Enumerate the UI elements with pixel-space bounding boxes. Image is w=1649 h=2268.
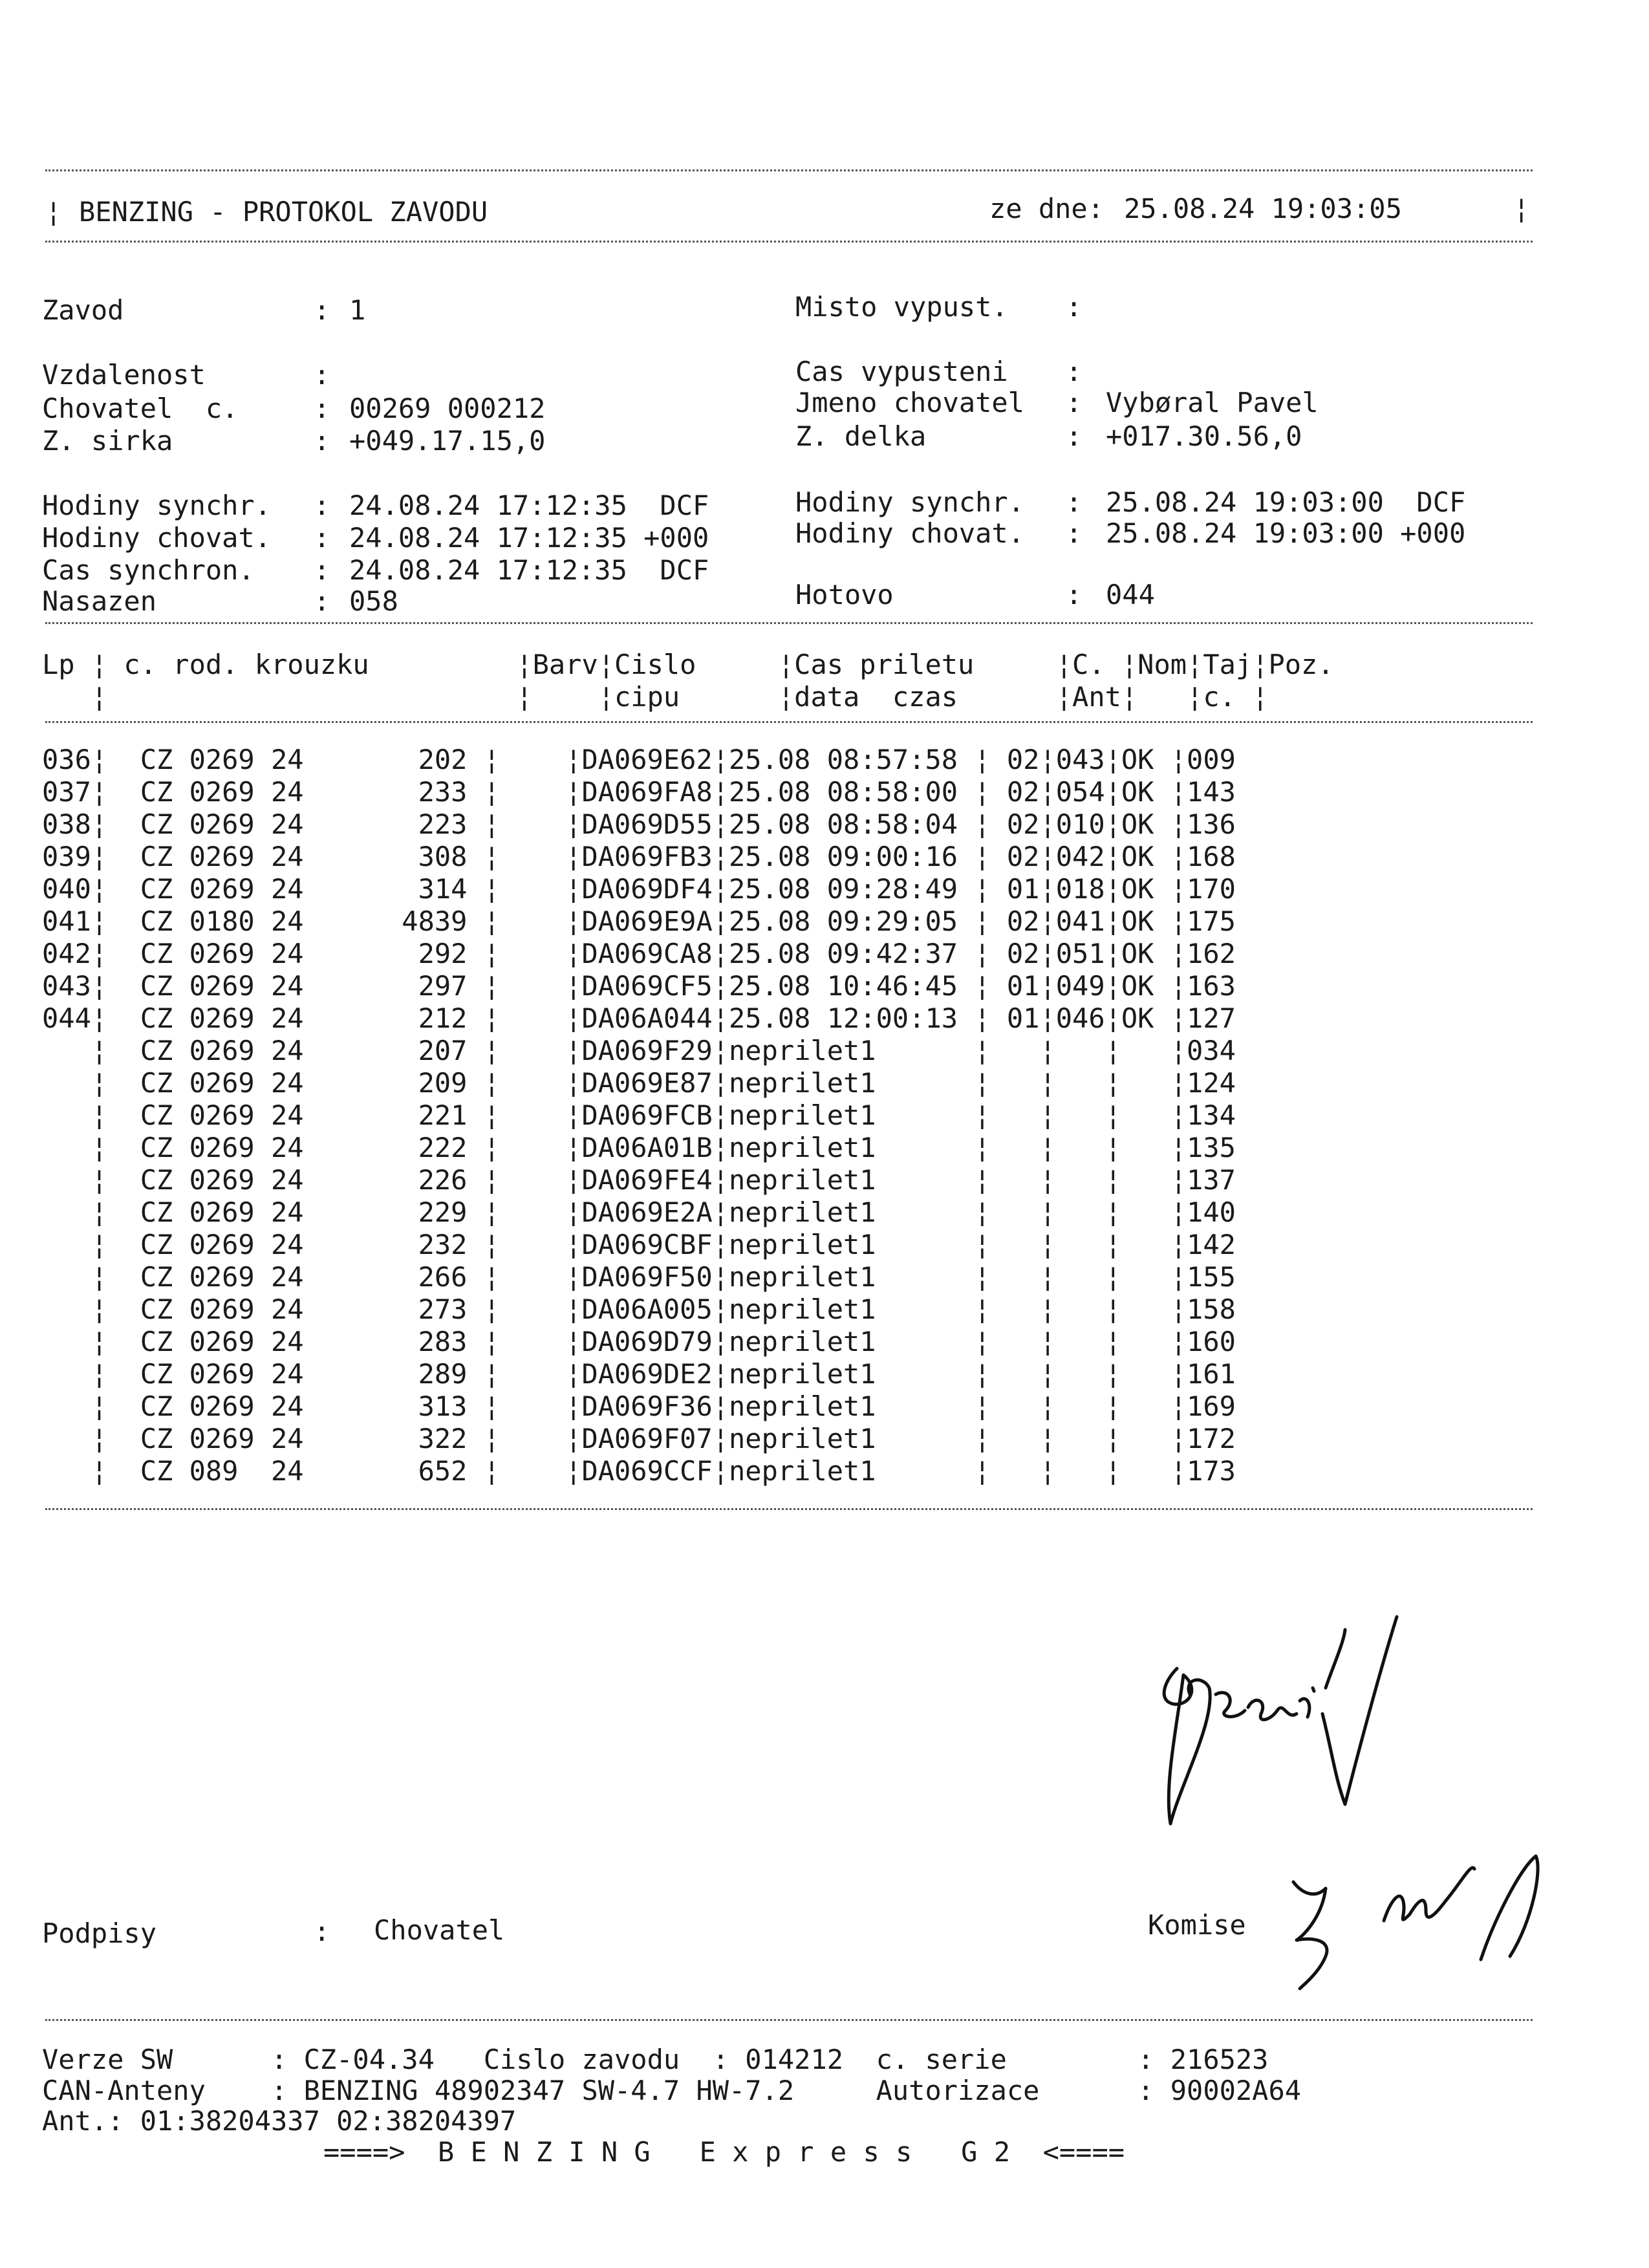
left-chovat-label: Hodiny chovat. (42, 522, 272, 554)
left-synchr-value: 24.08.24 17:12:35 DCF (349, 490, 709, 521)
right-synchr-label: Hodiny synchr. (795, 486, 1025, 518)
jmeno-label: Jmeno chovatel (795, 387, 1025, 418)
table-row: 041¦ CZ 0180 24 4839 ¦ ¦DA069E9A¦25.08 09:29:05 ¦ 02¦041¦OK ¦175 (42, 905, 1236, 937)
table-row: 040¦ CZ 0269 24 314 ¦ ¦DA069DF4¦25.08 09:28:49 ¦ 01¦018¦OK ¦170 (42, 873, 1236, 905)
vzdalenost-label: Vzdalenost (42, 359, 206, 391)
table-row: ¦ CZ 0269 24 207 ¦ ¦DA069F29¦neprilet1 ¦ ¦ ¦ ¦034 (42, 1035, 1236, 1066)
komise-label: Komise (1148, 1909, 1246, 1941)
jmeno-value: Vybøral Pavel (1106, 387, 1319, 418)
table-row: ¦ CZ 0269 24 209 ¦ ¦DA069E87¦neprilet1 ¦ ¦ ¦ ¦124 (42, 1067, 1236, 1099)
zavod-value: 1 (349, 294, 366, 326)
table-row: 037¦ CZ 0269 24 233 ¦ ¦DA069FA8¦25.08 08:58:00 ¦ 02¦054¦OK ¦143 (42, 776, 1236, 808)
hotovo-colon: : (1066, 579, 1083, 610)
separator-info (45, 622, 1533, 624)
podpisy-label: Podpisy (42, 1917, 157, 1949)
hotovo-label: Hotovo (795, 579, 894, 610)
left-synchr-label: Hodiny synchr. (42, 490, 272, 521)
nasazen-label: Nasazen (42, 585, 157, 617)
table-row: 036¦ CZ 0269 24 202 ¦ ¦DA069E62¦25.08 08:57:58 ¦ 02¦043¦OK ¦009 (42, 744, 1236, 775)
footer-line-3: Ant.: 01:38204337 02:38204397 (42, 2105, 517, 2137)
cas-sync-value: 24.08.24 17:12:35 DCF (349, 554, 709, 586)
separator-table-end (45, 1508, 1533, 1510)
podpisy-colon: : (314, 1916, 330, 1947)
left-synchr-colon: : (314, 490, 330, 521)
chovatel-signature-label: Chovatel (374, 1914, 505, 1946)
table-row: ¦ CZ 0269 24 221 ¦ ¦DA069FCB¦neprilet1 ¦ ¦ ¦ ¦134 (42, 1099, 1236, 1131)
table-row: ¦ CZ 0269 24 273 ¦ ¦DA06A005¦neprilet1 ¦ ¦ ¦ ¦158 (42, 1293, 1236, 1325)
footer-line-1: Verze SW : CZ-04.34 Cislo zavodu : 014212 c. serie : 216523 (42, 2044, 1269, 2075)
separator-header (45, 241, 1533, 243)
zavod-label: Zavod (42, 294, 124, 326)
header-bar-left: ¦ (45, 196, 62, 228)
sirka-colon: : (314, 425, 330, 457)
hotovo-value: 044 (1106, 579, 1155, 610)
sirka-label: Z. sirka (42, 425, 173, 457)
misto-colon: : (1066, 291, 1083, 323)
right-synchr-value: 25.08.24 19:03:00 DCF (1106, 486, 1466, 518)
chovatel-value: 00269 000212 (349, 393, 546, 424)
chovatel-label: Chovatel c. (42, 393, 239, 424)
table-header-row-2: ¦ ¦ ¦cipu ¦data czas ¦Ant¦ ¦c. ¦ (42, 681, 1269, 713)
table-row: 043¦ CZ 0269 24 297 ¦ ¦DA069CF5¦25.08 10:46:45 ¦ 01¦049¦OK ¦163 (42, 970, 1236, 1002)
table-row: ¦ CZ 0269 24 313 ¦ ¦DA069F36¦neprilet1 ¦ ¦ ¦ ¦169 (42, 1390, 1236, 1422)
header-bar-right: ¦ (1513, 193, 1530, 224)
date-value: 25.08.24 19:03:05 (1124, 193, 1402, 224)
signature-lower (1287, 1843, 1558, 1998)
cas-vypusteni-label: Cas vypusteni (795, 356, 1008, 387)
date-label: ze dne: (989, 193, 1105, 224)
cas-sync-label: Cas synchron. (42, 554, 255, 586)
separator-top (45, 169, 1533, 171)
vzdalenost-colon: : (314, 359, 330, 391)
table-row: 038¦ CZ 0269 24 223 ¦ ¦DA069D55¦25.08 08:58:04 ¦ 02¦010¦OK ¦136 (42, 808, 1236, 840)
table-row: ¦ CZ 089 24 652 ¦ ¦DA069CCF¦neprilet1 ¦ ¦ ¦ ¦173 (42, 1455, 1236, 1487)
cas-sync-colon: : (314, 554, 330, 586)
right-chovat-colon: : (1066, 517, 1083, 549)
right-synchr-colon: : (1066, 486, 1083, 518)
misto-label: Misto vypust. (795, 291, 1008, 323)
nasazen-value: 058 (349, 585, 398, 617)
footer-line-2: CAN-Anteny : BENZING 48902347 SW-4.7 HW-7.2 Autorizace : 90002A64 (42, 2075, 1302, 2106)
table-row: 039¦ CZ 0269 24 308 ¦ ¦DA069FB3¦25.08 09:00:16 ¦ 02¦042¦OK ¦168 (42, 841, 1236, 872)
cas-vypusteni-colon: : (1066, 356, 1083, 387)
jmeno-colon: : (1066, 387, 1083, 418)
separator-footer (45, 2019, 1533, 2021)
right-chovat-value: 25.08.24 19:03:00 +000 (1106, 517, 1466, 549)
delka-colon: : (1066, 420, 1083, 452)
table-row: ¦ CZ 0269 24 232 ¦ ¦DA069CBF¦neprilet1 ¦ ¦ ¦ ¦142 (42, 1229, 1236, 1260)
table-row: ¦ CZ 0269 24 322 ¦ ¦DA069F07¦neprilet1 ¦ ¦ ¦ ¦172 (42, 1423, 1236, 1454)
table-row: ¦ CZ 0269 24 229 ¦ ¦DA069E2A¦neprilet1 ¦ ¦ ¦ ¦140 (42, 1196, 1236, 1228)
table-row: ¦ CZ 0269 24 266 ¦ ¦DA069F50¦neprilet1 ¦ ¦ ¦ ¦155 (42, 1261, 1236, 1293)
table-header-row-1: Lp ¦ c. rod. krouzku ¦Barv¦Cislo ¦Cas priletu ¦C. ¦Nom¦Taj¦Poz. (42, 649, 1334, 680)
sirka-value: +049.17.15,0 (349, 425, 546, 457)
chovatel-colon: : (314, 393, 330, 424)
right-chovat-label: Hodiny chovat. (795, 517, 1025, 549)
signature-upper (1138, 1591, 1500, 1863)
left-chovat-value: 24.08.24 17:12:35 +000 (349, 522, 709, 554)
delka-value: +017.30.56,0 (1106, 420, 1302, 452)
table-row: ¦ CZ 0269 24 289 ¦ ¦DA069DE2¦neprilet1 ¦ ¦ ¦ ¦161 (42, 1358, 1236, 1390)
table-row: ¦ CZ 0269 24 222 ¦ ¦DA06A01B¦neprilet1 ¦ ¦ ¦ ¦135 (42, 1132, 1236, 1163)
table-row: 044¦ CZ 0269 24 212 ¦ ¦DA06A044¦25.08 12:00:13 ¦ 01¦046¦OK ¦127 (42, 1002, 1236, 1034)
table-row: ¦ CZ 0269 24 226 ¦ ¦DA069FE4¦neprilet1 ¦ ¦ ¦ ¦137 (42, 1164, 1236, 1196)
separator-table-header (45, 721, 1533, 723)
table-row: ¦ CZ 0269 24 283 ¦ ¦DA069D79¦neprilet1 ¦ ¦ ¦ ¦160 (42, 1326, 1236, 1357)
table-row: 042¦ CZ 0269 24 292 ¦ ¦DA069CA8¦25.08 09:42:37 ¦ 02¦051¦OK ¦162 (42, 938, 1236, 969)
zavod-colon: : (314, 294, 330, 326)
delka-label: Z. delka (795, 420, 927, 452)
nasazen-colon: : (314, 585, 330, 617)
page-title: BENZING - PROTOKOL ZAVODU (79, 196, 488, 228)
footer-line-4: ====> B E N Z I N G E x p r e s s G 2 <==== (323, 2136, 1125, 2168)
left-chovat-colon: : (314, 522, 330, 554)
